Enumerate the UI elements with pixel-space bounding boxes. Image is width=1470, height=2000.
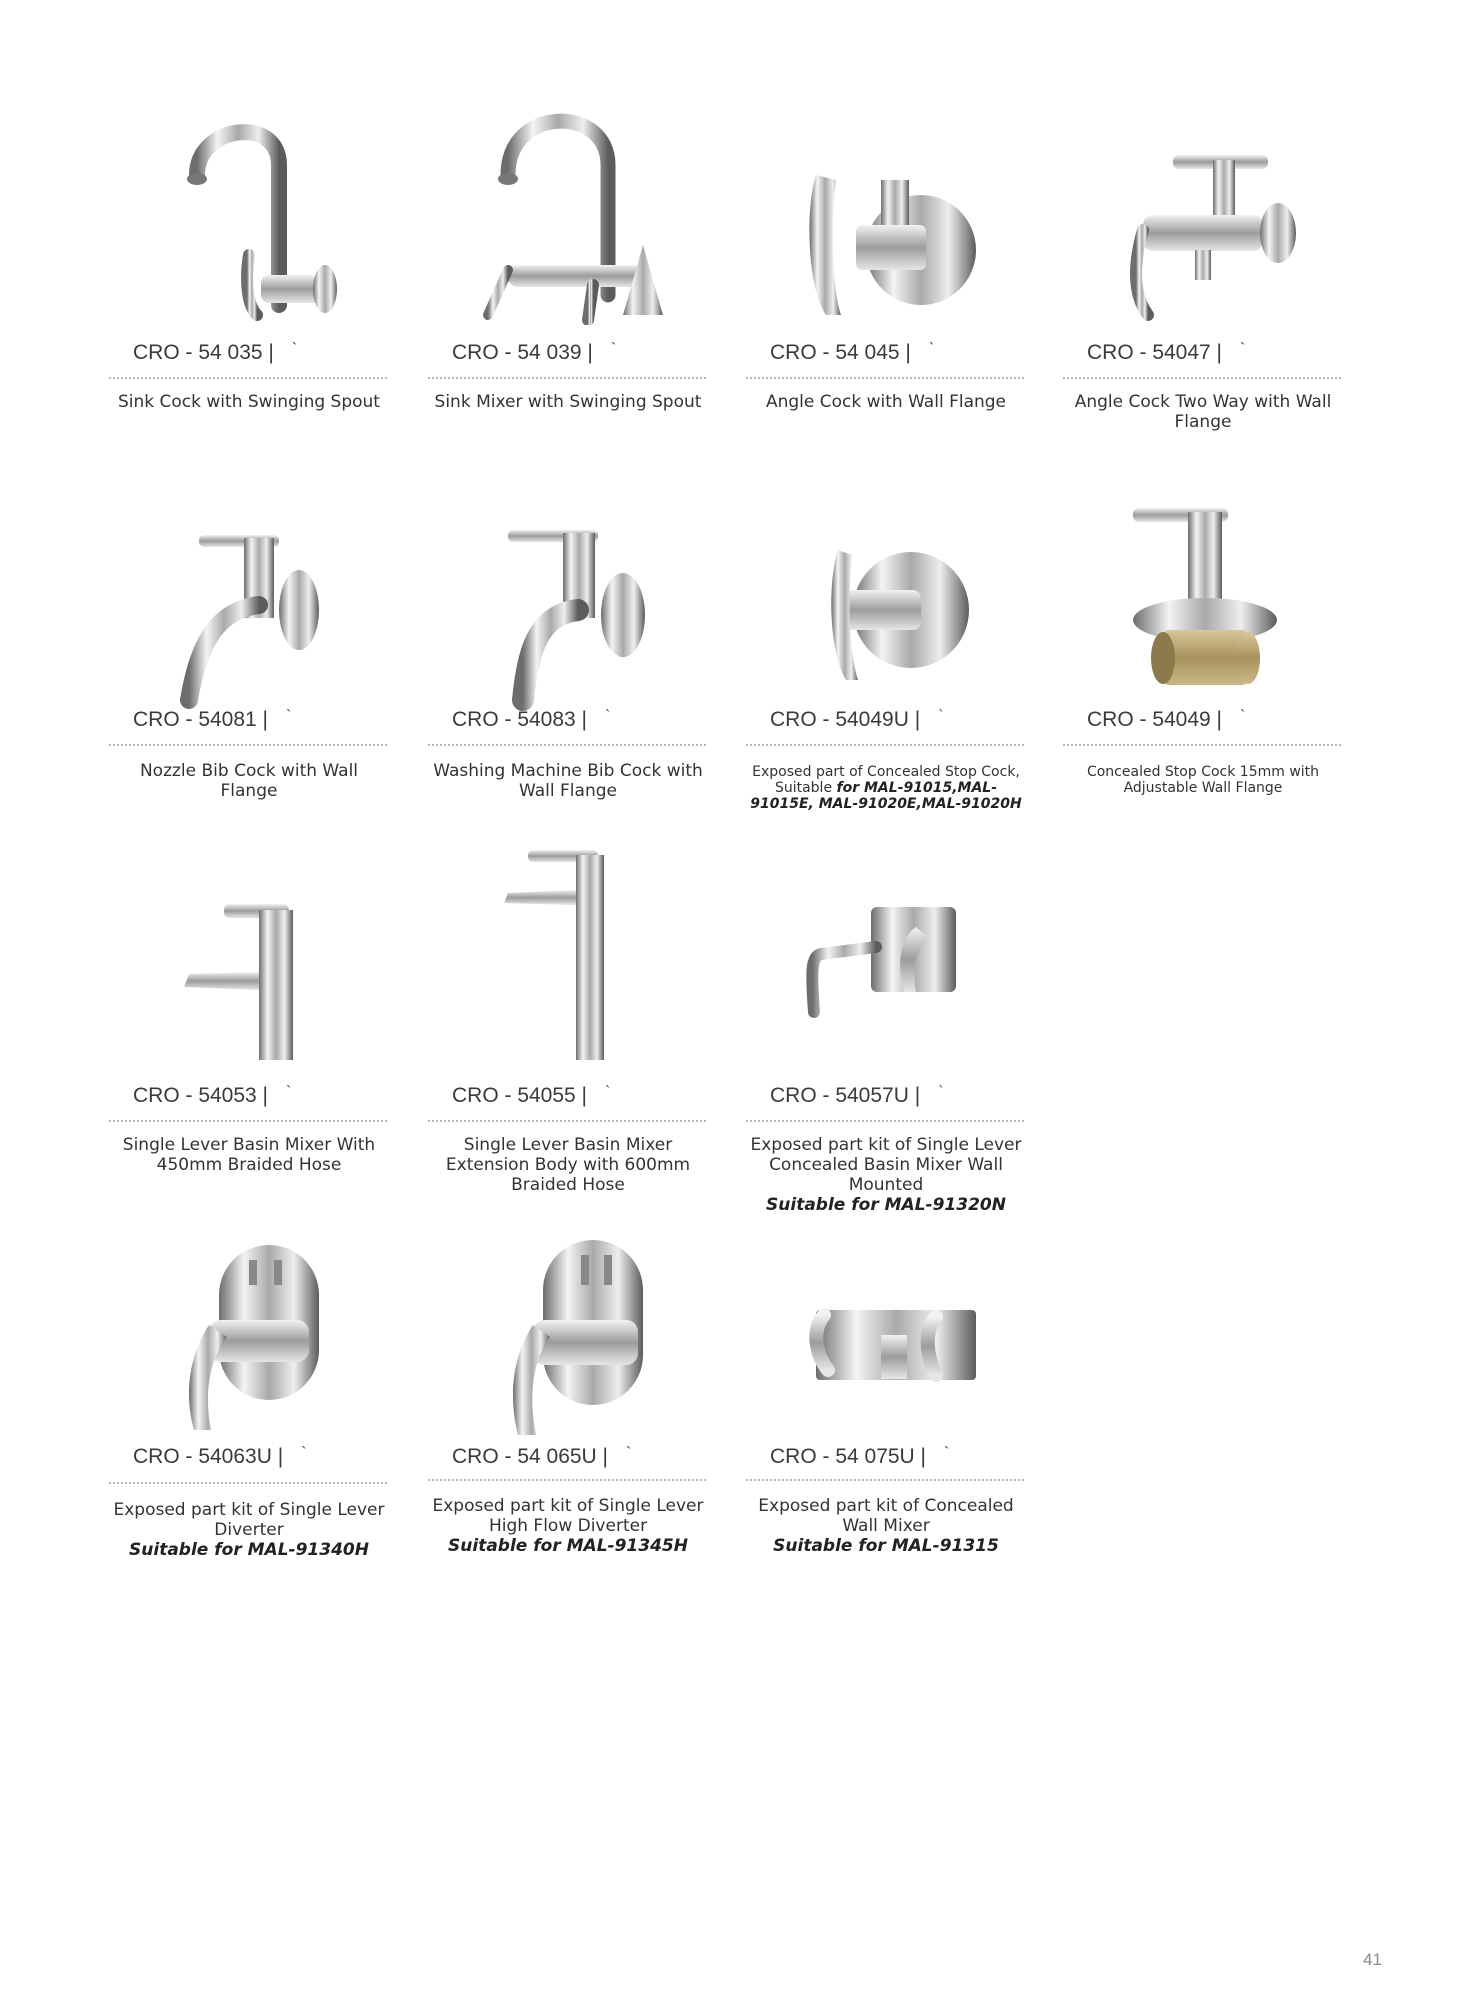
product-code: CRO - 54 045 | ` — [770, 341, 935, 364]
high-flow-diverter-icon — [468, 1225, 668, 1445]
divider — [109, 1120, 387, 1122]
angle-cock-icon — [786, 105, 986, 325]
suitable-models: Suitable for MAL-91345H — [448, 1536, 688, 1556]
page-number: 41 — [1363, 1950, 1382, 1969]
diverter-icon — [149, 1225, 349, 1445]
product-code: CRO - 54053 | ` — [133, 1084, 292, 1107]
concealed-stop-cock-exposed-icon — [786, 500, 986, 720]
divider — [746, 377, 1024, 379]
concealed-stop-cock-icon — [1103, 500, 1303, 720]
tall-basin-mixer-icon — [468, 845, 668, 1065]
product-code: CRO - 54081 | ` — [133, 708, 292, 731]
suitable-models: for MAL-91015,MAL-91015E, MAL-91020E,MAL-91020H — [750, 780, 1022, 812]
divider — [109, 377, 387, 379]
product-description: Exposed part kit of Single Lever Concealed Basin Mixer Wall Mounted Suitable for MAL-91320N — [746, 1135, 1026, 1215]
product-description: Sink Mixer with Swinging Spout — [434, 392, 702, 412]
divider — [746, 744, 1024, 746]
product-code: CRO - 54 065U | ` — [452, 1445, 632, 1468]
suitable-models: Suitable for MAL-91315 — [773, 1536, 999, 1556]
product-code: CRO - 54049U | ` — [770, 708, 944, 731]
nozzle-bib-cock-icon — [149, 500, 349, 720]
product-description: Exposed part of Concealed Stop Cock, Suitable for MAL-91015,MAL-91015E, MAL-91020E,MAL-91020H — [750, 764, 1022, 812]
product-description: Exposed part kit of Single Lever High Flow Diverter Suitable for MAL-91345H — [428, 1496, 708, 1556]
sink-mixer-icon — [468, 105, 668, 325]
product-code: CRO - 54063U | ` — [133, 1445, 307, 1468]
product-code: CRO - 54055 | ` — [452, 1084, 611, 1107]
divider — [109, 1482, 387, 1484]
divider — [428, 744, 706, 746]
product-code: CRO - 54083 | ` — [452, 708, 611, 731]
product-description: Angle Cock Two Way with Wall Flange — [1074, 392, 1332, 432]
divider — [1063, 744, 1341, 746]
product-description: Concealed Stop Cock 15mm with Adjustable Wall Flange — [1086, 764, 1320, 796]
product-description: Washing Machine Bib Cock with Wall Flange — [433, 761, 703, 801]
divider — [1063, 377, 1341, 379]
product-code: CRO - 54 075U | ` — [770, 1445, 950, 1468]
product-description: Exposed part kit of Concealed Wall Mixer Suitable for MAL-91315 — [746, 1496, 1026, 1556]
sink-cock-icon — [149, 105, 349, 325]
product-code: CRO - 54049 | ` — [1087, 708, 1246, 731]
washing-machine-bib-cock-icon — [468, 500, 668, 720]
divider — [428, 377, 706, 379]
product-description: Sink Cock with Swinging Spout — [118, 392, 380, 412]
product-code: CRO - 54057U | ` — [770, 1084, 944, 1107]
divider — [428, 1120, 706, 1122]
divider — [109, 744, 387, 746]
angle-cock-two-way-icon — [1103, 105, 1303, 325]
product-code: CRO - 54047 | ` — [1087, 341, 1246, 364]
product-description: Angle Cock with Wall Flange — [765, 392, 1007, 412]
product-description: Nozzle Bib Cock with Wall Flange — [139, 761, 359, 801]
wall-mixer-icon — [786, 1225, 986, 1445]
product-code: CRO - 54 039 | ` — [452, 341, 617, 364]
wall-basin-mixer-icon — [786, 862, 986, 1082]
product-description: Single Lever Basin Mixer With 450mm Braided Hose — [122, 1135, 376, 1175]
product-code: CRO - 54 035 | ` — [133, 341, 298, 364]
product-description: Single Lever Basin Mixer Extension Body with 600mm Braided Hose — [445, 1135, 691, 1195]
product-description: Exposed part kit of Single Lever Diverter Suitable for MAL-91340H — [109, 1500, 389, 1560]
divider — [746, 1120, 1024, 1122]
divider — [746, 1479, 1024, 1481]
suitable-models: Suitable for MAL-91320N — [766, 1195, 1006, 1215]
suitable-models: Suitable for MAL-91340H — [129, 1540, 369, 1560]
basin-mixer-icon — [149, 862, 349, 1082]
divider — [428, 1479, 706, 1481]
